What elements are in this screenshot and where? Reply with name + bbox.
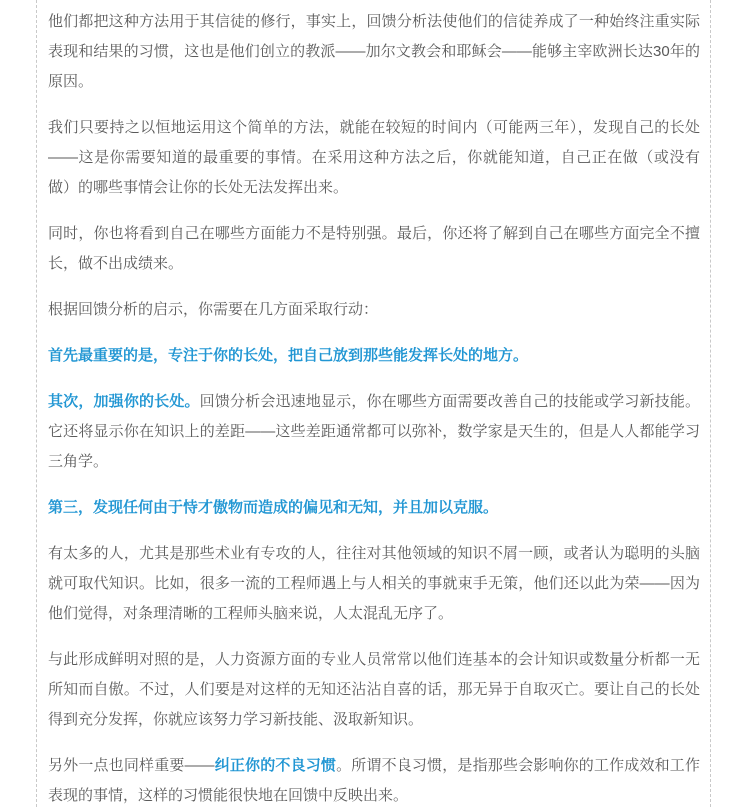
dashed-border-text-block bbox=[36, 0, 711, 807]
paragraph-text: 与此形成鲜明对照的是，人力资源方面的专业人员常常以他们连基本的会计知识或数量分析都一无所知而自傲。不过，人们要是对这样的无知还沾沾自喜的话，那无异于自取灭亡。要让自己的长处得到充分发挥，你就应该努力学习新技能、汲取新知识。 bbox=[48, 651, 700, 728]
paragraph-text: 。所谓不良习惯，是指那些会影响你的工作成效和工作表现的事情，这样的习惯能很快地在回馈中反映出来。 bbox=[48, 757, 700, 804]
paragraph bbox=[48, 341, 700, 371]
paragraph-text: 另外一点也同样重要—— bbox=[48, 757, 215, 774]
paragraph bbox=[48, 493, 700, 523]
paragraph bbox=[48, 295, 700, 325]
paragraph-text: 同时，你也将看到自己在哪些方面能力不是特别强。最后，你还将了解到自己在哪些方面完全不擅长，做不出成绩来。 bbox=[48, 225, 700, 272]
paragraph bbox=[48, 751, 700, 807]
paragraph-text: 回馈分析会迅速地显示，你在哪些方面需要改善自己的技能或学习新技能。它还将显示你在知识上的差距——这些差距通常都可以弥补，数学家是天生的，但是人人都能学习三角学。 bbox=[48, 393, 700, 470]
emphasis-text: 纠正你的不良习惯 bbox=[214, 757, 337, 774]
paragraph-text: 有太多的人，尤其是那些术业有专攻的人，往往对其他领域的知识不屑一顾，或者认为聪明的头脑就可取代知识。比如，很多一流的工程师遇上与人相关的事就束手无策，他们还以此为荣——因为他们觉得，对条理清晰的工程师头脑来说，人太混乱无序了。 bbox=[48, 545, 700, 622]
emphasis-text: 其次，加强你的长处。 bbox=[48, 393, 200, 410]
paragraph bbox=[48, 539, 700, 629]
paragraph bbox=[48, 219, 700, 279]
paragraph-text: 他们都把这种方法用于其信徒的修行，事实上，回馈分析法使他们的信徒养成了一种始终注重实际表现和结果的习惯，这也是他们创立的教派——加尔文教会和耶稣会——能够主宰欧洲长达30年的原因。 bbox=[48, 13, 700, 90]
paragraph bbox=[48, 113, 700, 203]
paragraph bbox=[48, 7, 700, 97]
emphasis-text: 第三，发现任何由于恃才傲物而造成的偏见和无知，并且加以克服。 bbox=[48, 499, 499, 516]
paragraph bbox=[48, 645, 700, 735]
paragraph bbox=[48, 387, 700, 477]
emphasis-text: 首先最重要的是，专注于你的长处，把自己放到那些能发挥长处的地方。 bbox=[48, 347, 529, 364]
paragraph-text: 根据回馈分析的启示，你需要在几方面采取行动： bbox=[48, 301, 379, 318]
paragraph-text: 我们只要持之以恒地运用这个简单的方法，就能在较短的时间内（可能两三年），发现自己的长处——这是你需要知道的最重要的事情。在采用这种方法之后，你就能知道，自己正在做（或没有做）的哪些事情会让你的长处无法发挥出来。 bbox=[48, 119, 700, 196]
